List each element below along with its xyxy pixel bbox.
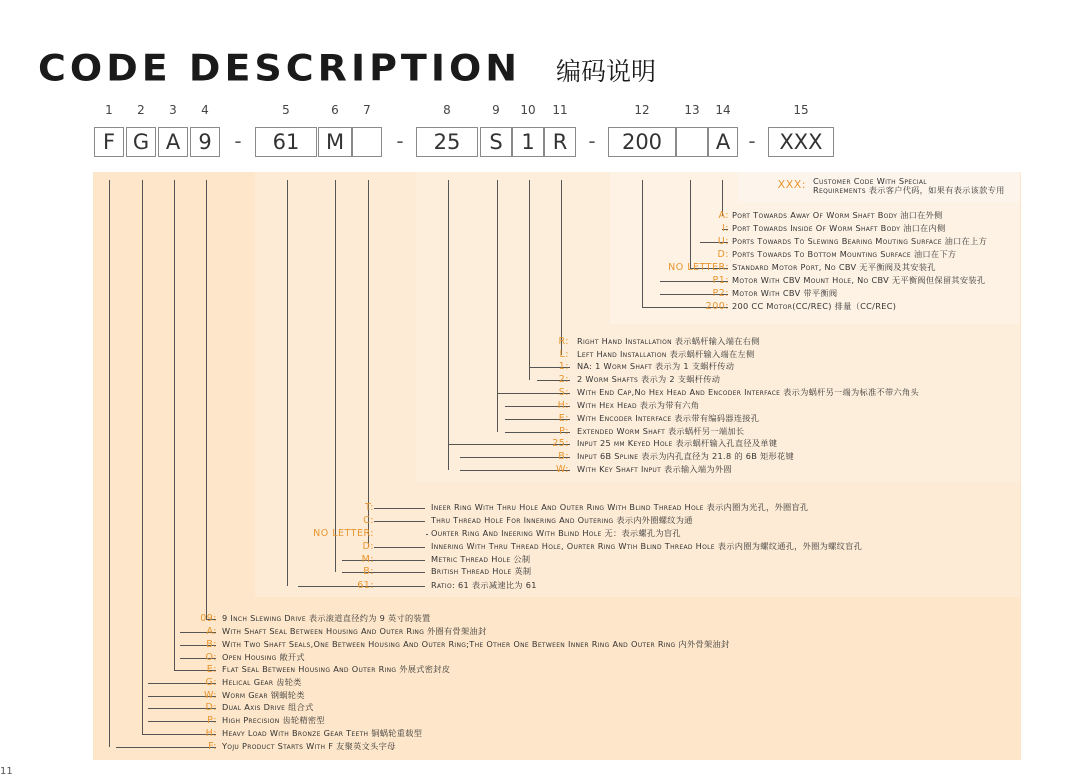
- code-description: Thru Thread Hole For Innering And Outering 表示内外圈螺纹为通: [431, 515, 693, 525]
- code-description: Extended Worm Shaft 表示蜗杆另一端加长: [577, 426, 745, 436]
- code-description: Left Hand Installation 表示蜗杆输入端在左侧: [577, 349, 755, 359]
- code-separator: -: [588, 129, 596, 153]
- code-value: M:: [361, 554, 374, 565]
- position-number: 9: [492, 103, 500, 117]
- code-box: 9: [190, 127, 220, 157]
- code-description: Port Towards Inside Of Worm Shaft Body 油口在内侧: [732, 223, 946, 233]
- code-value: NO LETTER:: [668, 262, 729, 273]
- code-description: Yoju Product Starts With F 友聚英文头字母: [222, 741, 396, 751]
- code-value: G:: [205, 677, 217, 688]
- code-value: E:: [206, 664, 217, 675]
- code-description: Open Housing 敞开式: [222, 652, 305, 662]
- code-description: Ratio: 61 表示减速比为 61: [431, 580, 537, 590]
- connector-line: [116, 747, 216, 748]
- code-value: 25:: [552, 438, 569, 449]
- connector-line: [335, 180, 336, 572]
- page-title: CODE DESCRIPTION: [38, 47, 522, 89]
- position-number: 5: [282, 103, 290, 117]
- code-description: Metric Thread Hole 公制: [431, 554, 531, 564]
- code-description: Customer Code With Special: [813, 176, 927, 186]
- code-separator: -: [396, 129, 404, 153]
- code-value: XXX:: [777, 178, 806, 191]
- code-box: M: [318, 127, 352, 157]
- code-box: 25: [416, 127, 478, 157]
- position-number: 8: [443, 103, 451, 117]
- connector-line: [342, 560, 425, 561]
- connector-line: [448, 180, 449, 470]
- connector-line: [374, 521, 425, 522]
- connector-line: [561, 180, 562, 355]
- connector-line: [460, 470, 570, 471]
- code-value: P1:: [712, 275, 729, 286]
- code-value: 200:: [705, 301, 729, 312]
- connector-line: [368, 180, 369, 547]
- code-description: Ports Towards To Slewing Bearing Mouting Surface 油口在上方: [732, 236, 988, 246]
- code-value: O:: [205, 652, 217, 663]
- code-description: Motor With CBV 带平衡阀: [732, 288, 838, 298]
- connector-line: [426, 534, 428, 535]
- code-value: H:: [557, 400, 569, 411]
- code-value: D:: [717, 249, 729, 260]
- connector-line: [497, 180, 498, 432]
- code-value: D:: [205, 702, 217, 713]
- code-box: S: [480, 127, 512, 157]
- page-title-cn: 编码说明: [556, 57, 657, 86]
- code-value: 09:: [200, 613, 217, 624]
- code-description: Motor With CBV Mount Hole, No CBV 无平衡阀但保留其安装孔: [732, 275, 986, 285]
- code-value: B:: [558, 451, 569, 462]
- connector-line: [109, 180, 110, 747]
- code-box: XXX: [768, 127, 834, 157]
- code-value: F:: [208, 741, 217, 752]
- code-description: Ourter Ring And Ineering With Blind Hole 无：表示螺孔为盲孔: [431, 528, 681, 538]
- code-description: Helical Gear 齿轮类: [222, 677, 302, 687]
- code-description: With Key Shaft Input 表示输入端为外圆: [577, 464, 732, 474]
- code-description: Requirements 表示客户代码，如果有表示该款专用: [813, 185, 1005, 195]
- code-value: R:: [558, 336, 569, 347]
- connector-line: [142, 180, 143, 734]
- code-box: 1: [512, 127, 544, 157]
- code-box: [676, 127, 708, 157]
- code-description: NA: 1 Worm Shaft 表示为 1 支蜗杆传动: [577, 361, 735, 371]
- code-description: Input 6B Spline 表示为内孔直径为 21.8 的 6B 矩形花键: [577, 451, 795, 461]
- connector-line: [642, 180, 643, 307]
- code-value: B:: [206, 639, 217, 650]
- position-number: 10: [520, 103, 536, 117]
- code-value: P:: [207, 715, 217, 726]
- connector-line: [529, 180, 530, 380]
- code-box: A: [708, 127, 738, 157]
- position-number: 13: [684, 103, 700, 117]
- connector-line: [690, 180, 691, 268]
- code-box: [352, 127, 382, 157]
- code-description: With Hex Head 表示为带有六角: [577, 400, 700, 410]
- connector-line: [460, 457, 570, 458]
- code-description: Ineer Ring With Thru Hole And Outer Ring With Blind Thread Hole 表示内圈为光孔，外圈盲孔: [431, 502, 809, 512]
- code-value: 2:: [558, 374, 569, 385]
- code-value: S:: [558, 387, 569, 398]
- code-description: Heavy Load With Bronze Gear Teeth 铜蜗轮重载型: [222, 728, 423, 738]
- position-number: 15: [793, 103, 809, 117]
- code-box: 61: [255, 127, 317, 157]
- code-value: D:: [362, 541, 374, 552]
- code-description: With Shaft Seal Between Housing And Outer Ring 外圈有骨架油封: [222, 626, 487, 636]
- connector-line: [374, 547, 425, 548]
- code-description: With Two Shaft Seals,One Between Housing And Outer Ring;The Other One Between Inner Ring And Outer Ring 内外骨架油封: [222, 639, 730, 649]
- code-value: C:: [363, 515, 374, 526]
- connector-line: [206, 180, 207, 619]
- code-box: A: [158, 127, 188, 157]
- code-description: British Thread Hole 英制: [431, 566, 532, 576]
- position-number: 3: [169, 103, 177, 117]
- code-description: Standard Motor Port, No CBV 无平衡阀及其安装孔: [732, 262, 936, 272]
- position-number: 14: [715, 103, 731, 117]
- connector-line: [174, 180, 175, 670]
- code-value: A:: [718, 210, 729, 221]
- connector-line: [374, 508, 425, 509]
- code-value: E:: [558, 413, 569, 424]
- code-description: 9 Inch Slewing Drive 表示滚道直径约为 9 英寸的装置: [222, 613, 431, 623]
- code-description: Right Hand Installation 表示蜗杆输入端在右侧: [577, 336, 760, 346]
- code-box: G: [126, 127, 156, 157]
- code-value: 61:: [357, 580, 374, 591]
- code-description: Dual Axis Drive 组合式: [222, 702, 314, 712]
- code-separator: -: [234, 129, 242, 153]
- code-separator: -: [748, 129, 756, 153]
- code-description: Port Towards Away Of Worm Shaft Body 油口在外侧: [732, 210, 943, 220]
- position-number: 7: [363, 103, 371, 117]
- code-box: 200: [608, 127, 676, 157]
- connector-line: [287, 180, 288, 586]
- code-box: R: [544, 127, 576, 157]
- position-number: 4: [201, 103, 209, 117]
- code-description: Worm Gear 钢蜗轮类: [222, 690, 305, 700]
- position-number: 12: [634, 103, 650, 117]
- code-description: With Encoder Interface 表示带有编码器连接孔: [577, 413, 760, 423]
- position-number: 1: [105, 103, 113, 117]
- code-description: 200 CC Motor(CC/REC) 排量（CC/REC): [732, 301, 897, 311]
- code-value: W:: [555, 464, 569, 475]
- position-number: 6: [331, 103, 339, 117]
- code-box: F: [94, 127, 124, 157]
- connector-line: [342, 572, 425, 573]
- page-number: 11: [0, 766, 13, 777]
- code-value: W:: [203, 690, 217, 701]
- connector-line: [148, 721, 216, 722]
- code-description: 2 Worm Shafts 表示为 2 支蜗杆传动: [577, 374, 721, 384]
- code-value: H:: [205, 728, 217, 739]
- code-value: L:: [559, 349, 569, 360]
- code-value: 1:: [558, 361, 569, 372]
- code-value: I:: [721, 223, 729, 234]
- code-description: Ports Towards To Bottom Mounting Surface 油口在下方: [732, 249, 957, 259]
- code-value: P:: [559, 426, 569, 437]
- code-value: T:: [365, 502, 374, 513]
- code-description: With End Cap,No Hex Head And Encoder Interface 表示为蜗杆另一端为标准不带六角头: [577, 387, 919, 397]
- code-value: U:: [717, 236, 729, 247]
- code-value: NO LETTER:: [313, 528, 374, 539]
- code-value: P2:: [712, 288, 729, 299]
- position-number: 2: [137, 103, 145, 117]
- code-value: B:: [363, 566, 374, 577]
- code-description: Flat Seal Between Housing And Outer Ring 外展式密封皮: [222, 664, 451, 674]
- code-description: High Precision 齿轮精密型: [222, 715, 325, 725]
- code-value: A:: [206, 626, 217, 637]
- code-description: Input 25 mm Keyed Hole 表示蜗杆输入孔直径及单键: [577, 438, 778, 448]
- code-description: Innering With Thru Thread Hole, Ourter Ring Wtih Blind Thread Hole 表示内圈为螺纹通孔，外圈为螺纹盲孔: [431, 541, 863, 551]
- position-number: 11: [552, 103, 568, 117]
